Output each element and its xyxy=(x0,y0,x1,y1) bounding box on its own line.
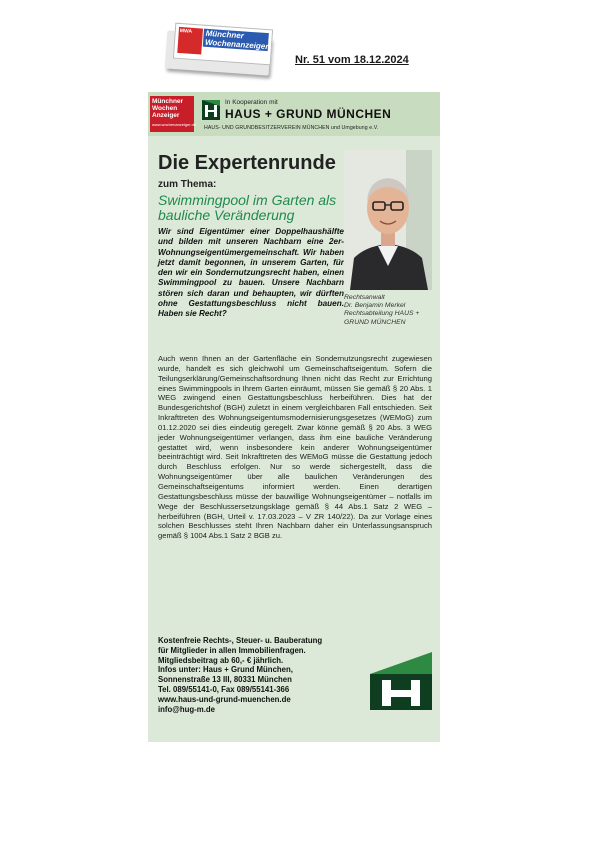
paper-front xyxy=(173,23,273,66)
kooperation-label: In Kooperation mit xyxy=(225,99,278,106)
expert-portrait xyxy=(344,150,432,290)
contact-line: Infos unter: Haus + Grund München, xyxy=(158,665,293,675)
article-box xyxy=(148,92,440,742)
portrait-caption xyxy=(344,294,434,327)
haus-grund-logo xyxy=(370,652,432,710)
caption-line: Rechtsabteilung HAUS + xyxy=(344,310,420,318)
article-title: Die Expertenrunde xyxy=(158,152,336,174)
caption-line: GRUND MÜNCHEN xyxy=(344,318,406,326)
haus-grund-subtitle: HAUS- UND GRUNDBESITZERVEREIN MÜNCHEN und Umgebung e.V. xyxy=(204,125,379,131)
haus-grund-name: HAUS + GRUND MÜNCHEN xyxy=(225,107,392,121)
article-banner xyxy=(148,92,440,136)
website-link[interactable]: www.haus-und-grund-muenchen.de xyxy=(158,694,291,704)
mwa-logo-line-3: Anzeiger xyxy=(152,112,180,119)
mwa-logo-sub: www.wochenanzeiger.de xyxy=(152,122,197,127)
contact-line: Sonnenstraße 13 III, 80331 München xyxy=(158,675,292,685)
article-body: Auch wenn Ihnen an der Gartenfläche ein Sondernutzungsrecht zugewiesen wurde, handelt es sich gleichwohl um Gemeinschaftseigentum. Sofern die Teilungserklärung/Gemeinschaftsordnung Ihnen nicht das Recht zur Errichtung eines Swimmingpools in Ihrem Garten einräumt, müssen Sie gemäß § 20 Abs. 1 WEG zwingend einen Gestattungsbeschluss herbeiführen. Dies hat der Bundesgerichtshof (BGH) zuletzt in einem vergleichbaren Fall entschieden. Seit Inkrafttreten des Wohnungseigentumsmodernisierungsgesetzes (WEMoG) zum 01.12.2020 sei dies eindeutig geregelt. Zwar könne gemäß § 20 Abs. 3 WEG jeder Wohnungseigentümer verlangen, dass ihm eine bauliche Veränderung gestattet wird, wenn insbesondere kein anderer Wohnungseigentümer beeinträchtigt wird. Seit Inkrafttreten des WEMoG müsse die Gestattung jedoch durch Beschluss erfolgen. Nur so werde sichergestellt, dass die Wohnungseigentümer über alle baulichen Veränderungen des Gemeinschaftseigentums informiert werden. Einen derartigen Gestattungsbeschluss müsse der bauwillige Wohnungseigentümer – notfalls im Wege der Beschlussersetzungsklage gemäß § 44 Abs.1 Satz 2 WEG – herbeiführen (BGH, Urteil v. 17.03.2023 – V ZR 140/22). Da zur Vorlage eines solchen Beschlusses steht Ihren Nachbarn daher ein Unterlassungsanspruch gemäß § 1004 Abs.1 Satz 2 BGB zu. xyxy=(158,354,432,541)
caption-line: Dr. Benjamin Merkel xyxy=(344,302,406,310)
contact-info xyxy=(158,636,368,714)
issue-number: Nr. 51 vom 18.12.2024 xyxy=(295,54,409,66)
caption-line: Rechtsanwalt xyxy=(344,294,385,301)
reader-question: Wir sind Eigentümer einer Doppelhaushälfte und bilden mit unseren Nachbarn eine 2er-Wohnungseigentümergemeinschaft. Wir haben jetzt damit begonnen, in unserem Garten, für den wir ein Sondernutzungsrecht haben, einen Swimmingpool zu bauen. Unsere Nachbarn stören sich daran und behaupten, wir dürften ohne Gestattungsbeschluss nicht bauen. Haben sie Recht? xyxy=(158,227,344,319)
contact-line: Kostenfreie Rechts-, Steuer- u. Bauberatung xyxy=(158,636,323,645)
contact-line: Tel. 089/55141-0, Fax 089/55141-366 xyxy=(158,684,290,694)
portrait-illustration xyxy=(344,150,432,290)
email-link[interactable]: info@hug-m.de xyxy=(158,704,215,714)
wochenanzeiger-logo xyxy=(150,96,197,132)
topic-label: zum Thema: xyxy=(158,179,217,190)
contact-line: Mitgliedsbeitrag ab 60,- € jährlich. xyxy=(158,655,284,665)
article-subtitle: Swimmingpool im Garten als bauliche Veränderung xyxy=(158,192,337,223)
contact-line: für Mitglieder in allen Immobilienfragen. xyxy=(158,645,306,655)
paper-logo-title: Münchner Wochenanzeiger xyxy=(204,28,269,52)
haus-grund-small-logo xyxy=(202,100,220,120)
wochenanzeiger-paper-logo xyxy=(166,24,274,80)
paper-logo-red-block: MWA xyxy=(177,27,203,55)
mwa-logo-line-1: Münchner xyxy=(152,98,184,105)
mwa-logo-line-2: Wochen xyxy=(152,105,178,112)
